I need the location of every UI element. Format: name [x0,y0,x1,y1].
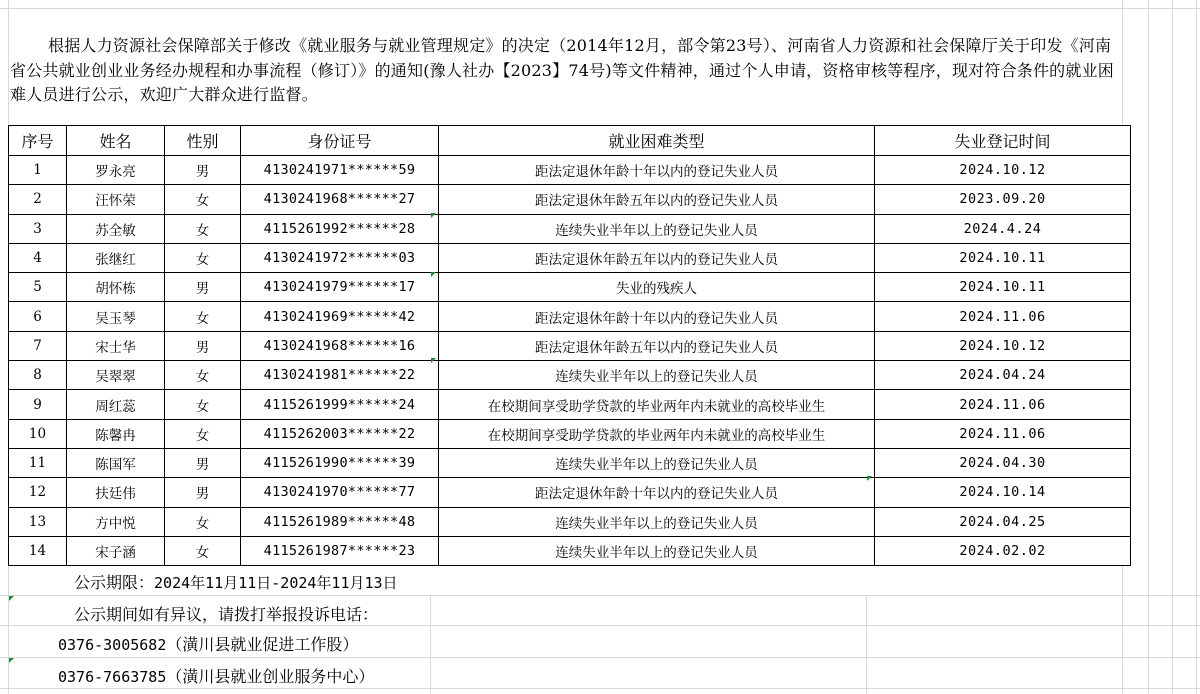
cell-registration-date: 2024.10.11 [875,273,1131,302]
cell-name: 陈国军 [67,448,165,477]
cell-name: 汪怀荣 [67,185,165,214]
phone-number: 0376-7663785 [58,668,167,686]
cell-marker-icon [431,358,436,363]
table-row [9,448,1131,477]
cell-gender: 女 [165,243,241,272]
cell-gender: 女 [165,390,241,419]
cell-id-number: 4115261989******48 [241,507,439,536]
objection-note: 公示期间如有异议，请拨打举报投诉电话： [74,605,379,624]
table-row [9,536,1131,565]
cell-id-number: 4130241979******17 [241,273,439,302]
header-date: 失业登记时间 [875,126,1131,156]
cell-registration-date: 2024.10.14 [875,478,1131,507]
cell-id-number: 4130241968******16 [241,331,439,360]
cell-difficulty-type: 距法定退休年龄五年以内的登记失业人员 [439,243,875,272]
cell-difficulty-type: 距法定退休年龄十年以内的登记失业人员 [439,302,875,331]
table-row [9,478,1131,507]
cell-name: 宋子涵 [67,536,165,565]
table-row [9,361,1131,390]
cell-difficulty-type: 连续失业半年以上的登记失业人员 [439,536,875,565]
cell-name: 苏全敏 [67,214,165,243]
phone-org: （潢川县就业创业服务中心） [166,667,375,686]
cell-gender: 女 [165,507,241,536]
cell-id-number: 4130241972******03 [241,243,439,272]
cell-gender: 女 [165,214,241,243]
phone-number: 0376-3005682 [58,636,167,654]
cell-no: 12 [9,478,67,507]
cell-registration-date: 2024.11.06 [875,390,1131,419]
table-row [9,243,1131,272]
cell-gender: 女 [165,361,241,390]
cell-difficulty-type: 在校期间享受助学贷款的毕业两年内未就业的高校毕业生 [439,419,875,448]
cell-no: 5 [9,273,67,302]
period-label: 公示期限： [74,573,155,592]
cell-marker-icon [867,476,872,481]
cell-gender: 男 [165,156,241,185]
cell-no: 10 [9,419,67,448]
cell-registration-date: 2024.4.24 [875,214,1131,243]
cell-id-number: 4130241981******22 [241,361,439,390]
cell-difficulty-type: 在校期间享受助学贷款的毕业两年内未就业的高校毕业生 [439,390,875,419]
header-no: 序号 [9,126,67,156]
table-row [9,507,1131,536]
cell-id-number: 4115261999******24 [241,390,439,419]
cell-registration-date: 2024.02.02 [875,536,1131,565]
cell-difficulty-type: 距法定退休年龄五年以内的登记失业人员 [439,331,875,360]
cell-no: 4 [9,243,67,272]
cell-name: 宋士华 [67,331,165,360]
cell-marker-icon [431,213,436,218]
cell-no: 1 [9,156,67,185]
header-id: 身份证号 [241,126,439,156]
cell-name: 吴翠翠 [67,361,165,390]
table-row [9,156,1131,185]
cell-no: 3 [9,214,67,243]
header-name: 姓名 [67,126,165,156]
cell-no: 7 [9,331,67,360]
phone-org: （潢川县就业促进工作股） [166,635,359,654]
cell-name: 陈馨冉 [67,419,165,448]
cell-registration-date: 2024.11.06 [875,302,1131,331]
cell-no: 6 [9,302,67,331]
cell-no: 2 [9,185,67,214]
header-type: 就业困难类型 [439,126,875,156]
employment-difficulty-table [8,125,1131,566]
table-row [9,214,1131,243]
cell-difficulty-type: 距法定退休年龄十年以内的登记失业人员 [439,156,875,185]
cell-id-number: 4115261990******39 [241,448,439,477]
cell-difficulty-type: 连续失业半年以上的登记失业人员 [439,507,875,536]
table-row [9,302,1131,331]
cell-id-number: 4130241971******59 [241,156,439,185]
cell-no: 13 [9,507,67,536]
cell-id-number: 4130241969******42 [241,302,439,331]
publicity-period [74,570,398,593]
cell-marker-icon [431,272,436,277]
cell-gender: 男 [165,273,241,302]
table-row [9,390,1131,419]
phone-line-2 [58,664,374,687]
cell-no: 14 [9,536,67,565]
cell-registration-date: 2023.09.20 [875,185,1131,214]
cell-marker-icon [9,596,14,601]
cell-gender: 女 [165,302,241,331]
cell-id-number: 4115261987******23 [241,536,439,565]
cell-registration-date: 2024.11.06 [875,419,1131,448]
cell-id-number: 4130241968******27 [241,185,439,214]
cell-difficulty-type: 连续失业半年以上的登记失业人员 [439,214,875,243]
cell-gender: 男 [165,331,241,360]
table-row [9,331,1131,360]
cell-gender: 女 [165,185,241,214]
cell-gender: 男 [165,478,241,507]
cell-registration-date: 2024.10.12 [875,331,1131,360]
cell-no: 11 [9,448,67,477]
table-row [9,185,1131,214]
cell-id-number: 4130241970******77 [241,478,439,507]
table-row [9,419,1131,448]
cell-marker-icon [9,658,14,663]
cell-name: 罗永亮 [67,156,165,185]
cell-id-number: 4115261992******28 [241,214,439,243]
cell-name: 胡怀栋 [67,273,165,302]
cell-registration-date: 2024.10.12 [875,156,1131,185]
period-value: 2024年11月11日-2024年11月13日 [154,574,398,592]
cell-difficulty-type: 连续失业半年以上的登记失业人员 [439,361,875,390]
header-gender: 性别 [165,126,241,156]
table-header-row [9,126,1131,156]
cell-no: 8 [9,361,67,390]
cell-no: 9 [9,390,67,419]
cell-gender: 女 [165,536,241,565]
cell-registration-date: 2024.04.24 [875,361,1131,390]
cell-name: 张继红 [67,243,165,272]
phone-line-1 [58,632,358,655]
cell-difficulty-type: 距法定退休年龄五年以内的登记失业人员 [439,185,875,214]
cell-id-number: 4115262003******22 [241,419,439,448]
cell-difficulty-type: 距法定退休年龄十年以内的登记失业人员 [439,478,875,507]
cell-name: 扶廷伟 [67,478,165,507]
cell-name: 吴玉琴 [67,302,165,331]
cell-registration-date: 2024.04.30 [875,448,1131,477]
cell-difficulty-type: 连续失业半年以上的登记失业人员 [439,448,875,477]
cell-gender: 女 [165,419,241,448]
table-row [9,273,1131,302]
cell-gender: 男 [165,448,241,477]
cell-name: 周红蕊 [67,390,165,419]
cell-registration-date: 2024.04.25 [875,507,1131,536]
cell-difficulty-type: 失业的残疾人 [439,273,875,302]
cell-name: 方中悦 [67,507,165,536]
cell-registration-date: 2024.10.11 [875,243,1131,272]
notice-intro: 根据人力资源社会保障部关于修改《就业服务与就业管理规定》的决定（2014年12月，部令第23号）、河南省人力资源和社会保障厅关于印发《河南省公共就业创业业务经办规程和办事流程（修订）》的通知(豫人社办【2023】74号)等文件精神，通过个人申请，资格审核等程序，现对符合条件的就业困难人员进行公示，欢迎广大群众进行监督。 [10,34,1118,108]
